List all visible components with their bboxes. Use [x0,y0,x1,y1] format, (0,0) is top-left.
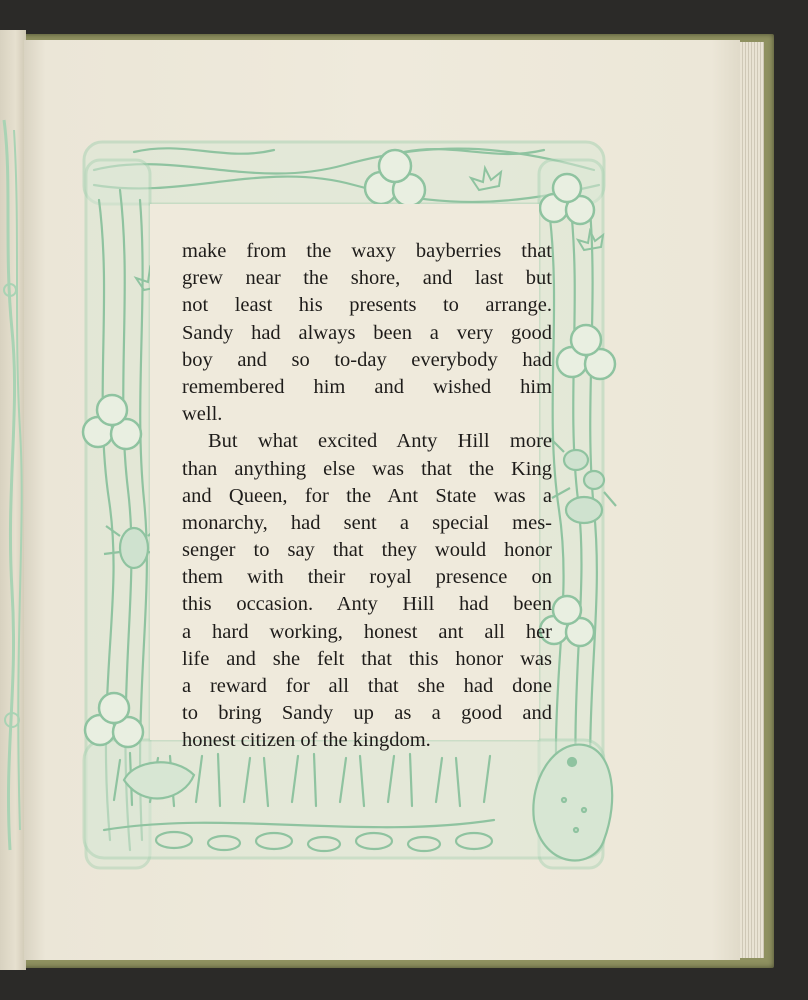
text-line: well. [182,403,223,426]
text-line: them with their royal presence on [182,566,552,589]
paragraph-2 [182,428,552,754]
text-line: grew near the shore, and last but [182,267,552,290]
text-line: But what excited Anty Hill more [208,430,552,453]
text-line: life and she felt that this honor was [182,647,552,670]
text-line: and Queen, for the Ant State was a [182,484,552,507]
text-line: not least his presents to arrange. [182,294,552,317]
text-line: monarchy, had sent a special mes- [182,511,552,534]
paragraph-1 [182,238,552,428]
text-line: to bring Sandy up as a good and [182,702,552,725]
text-line: than anything else was that the King [182,457,552,480]
text-line: make from the waxy bayberries that [182,240,552,262]
text-line: a hard working, honest ant all her [182,620,552,643]
facing-page-border-icon [0,30,26,970]
text-line: remembered him and wished him [182,375,552,398]
body-text [182,238,552,755]
facing-page-edge [0,30,26,970]
text-line: Sandy had always been a very good [182,321,552,344]
text-line: honest citizen of the kingdom. [182,729,431,752]
book-page [24,40,740,960]
text-line: this occasion. Anty Hill had been [182,593,552,616]
text-line: senger to say that they would honor [182,539,552,562]
text-line: boy and so to-day everybody had [182,348,552,371]
text-line: a reward for all that she had done [182,675,552,697]
